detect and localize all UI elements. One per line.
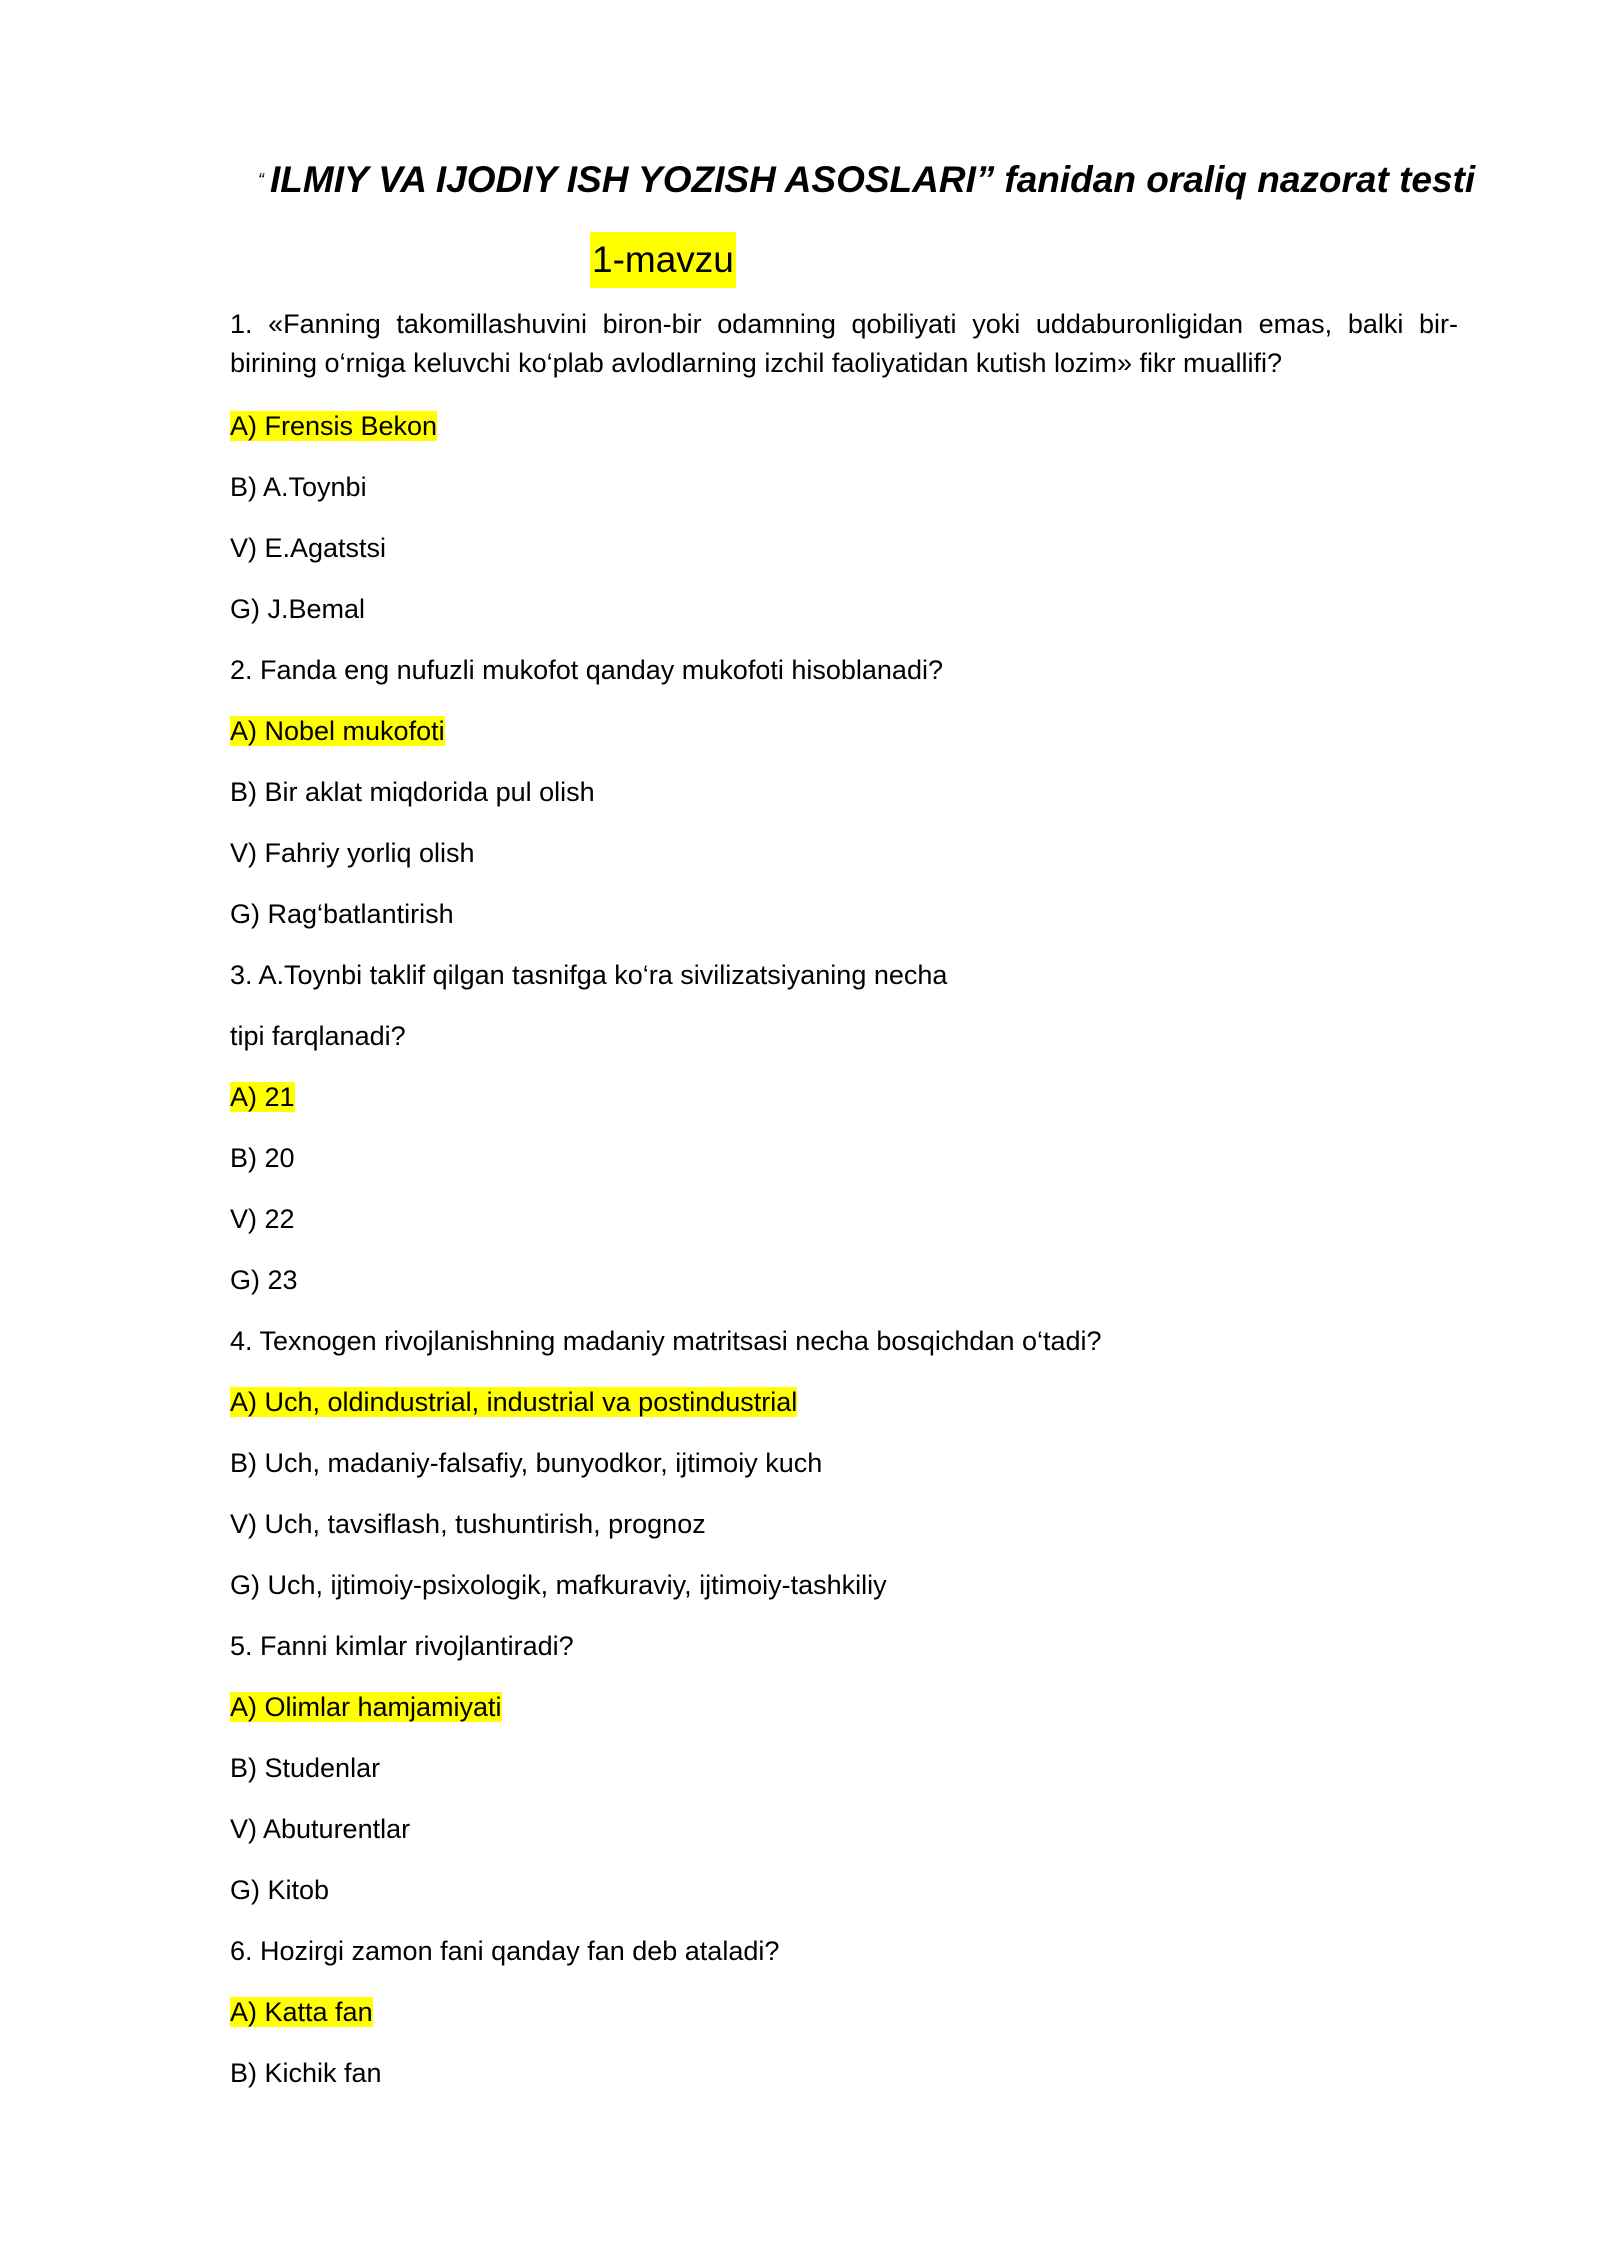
question-4-option-v: V) Uch, tavsiflash, tushuntirish, prognoz (230, 1509, 706, 1539)
question-3-option-g: G) 23 (230, 1265, 298, 1295)
question-2-text: 2. Fanda eng nufuzli mukofot qanday mukofoti hisoblanadi? (230, 655, 943, 685)
question-4-option-a (230, 1372, 1458, 1433)
question-3-text-line-1: 3. A.Toynbi taklif qilgan tasnifga ko‘ra sivilizatsiyaning necha (230, 960, 948, 990)
title-rest: fanidan oraliq nazorat testi (1004, 159, 1476, 200)
question-3-option-a (230, 1067, 1458, 1128)
question-2-option-a (230, 701, 1458, 762)
question-1-option-b: B) A.Toynbi (230, 472, 367, 502)
question-2-option-g: G) Rag‘batlantirish (230, 899, 454, 929)
question-5-option-b: B) Studenlar (230, 1753, 381, 1783)
correct-answer-highlight: A) Olimlar hamjamiyati (230, 1692, 502, 1722)
document-title (258, 150, 1558, 210)
question-4-option-g: G) Uch, ijtimoiy-psixologik, mafkuraviy, ijtimoiy-tashkiliy (230, 1570, 887, 1600)
question-1-option-g: G) J.Bemal (230, 594, 366, 624)
correct-answer-highlight: A) 21 (230, 1082, 295, 1112)
question-3-text-line-2: tipi farqlanadi? (230, 1021, 406, 1051)
question-3-option-b: B) 20 (230, 1143, 295, 1173)
correct-answer-highlight: A) Uch, oldindustrial, industrial va postindustrial (230, 1387, 798, 1417)
topic-heading: 1-mavzu (590, 232, 736, 288)
question-5-text: 5. Fanni kimlar rivojlantiradi? (230, 1631, 574, 1661)
question-6-option-a (230, 1982, 1458, 2043)
question-5-option-v: V) Abuturentlar (230, 1814, 411, 1844)
question-1-text: 1. «Fanning takomillashuvini biron-bir odamning qobiliyati yoki uddaburonligidan emas, balki bir-birining o‘rniga keluvchi ko‘plab avlodlarning izchil faoliyatidan kutish lozim» fikr muallifi? (230, 309, 1458, 378)
correct-answer-highlight: A) Katta fan (230, 1997, 373, 2027)
test-questions (230, 305, 1458, 2104)
question-5-option-g: G) Kitob (230, 1875, 330, 1905)
question-4-option-b: B) Uch, madaniy-falsafiy, bunyodkor, ijtimoiy kuch (230, 1448, 823, 1478)
question-4-text: 4. Texnogen rivojlanishning madaniy matritsasi necha bosqichdan o‘tadi? (230, 1326, 1102, 1356)
title-close-quote: ” (975, 159, 995, 200)
correct-answer-highlight: A) Frensis Bekon (230, 411, 438, 441)
question-3-option-v: V) 22 (230, 1204, 295, 1234)
question-1-option-v: V) E.Agatstsi (230, 533, 387, 563)
question-2-option-v: V) Fahriy yorliq olish (230, 838, 475, 868)
correct-answer-highlight: A) Nobel mukofoti (230, 716, 445, 746)
question-6-text: 6. Hozirgi zamon fani qanday fan deb ataladi? (230, 1936, 780, 1966)
title-subject: ILMIY VA IJODIY ISH YOZISH ASOSLARI (270, 159, 976, 200)
question-5-option-a (230, 1677, 1458, 1738)
question-6-option-b: B) Kichik fan (230, 2058, 382, 2088)
question-1-option-a (230, 396, 1458, 457)
question-2-option-b: B) Bir aklat miqdorida pul olish (230, 777, 595, 807)
title-open-quote: “ (258, 170, 264, 190)
